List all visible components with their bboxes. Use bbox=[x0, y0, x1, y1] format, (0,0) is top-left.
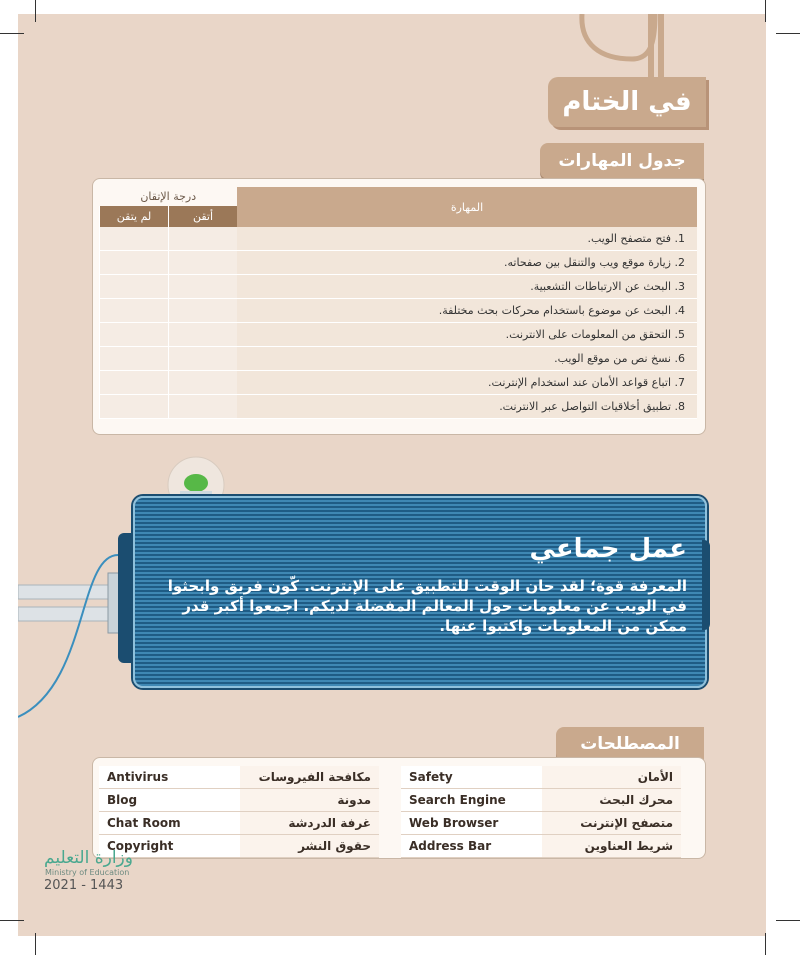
term-row bbox=[401, 812, 681, 835]
skill-text: 1. فتح متصفح الويب. bbox=[237, 227, 697, 251]
term-row bbox=[401, 835, 681, 858]
term-arabic: غرفة الدردشة bbox=[240, 812, 379, 835]
term-arabic: مدونة bbox=[240, 789, 379, 812]
crop-mark bbox=[35, 0, 36, 22]
crop-mark bbox=[0, 33, 24, 34]
term-english: Search Engine bbox=[401, 789, 542, 812]
terms-title: المصطلحات bbox=[556, 727, 704, 761]
term-english: Antivirus bbox=[99, 766, 240, 789]
term-english: Copyright bbox=[99, 835, 240, 858]
crop-mark bbox=[765, 0, 766, 22]
skill-text: 6. نسخ نص من موقع الويب. bbox=[237, 347, 697, 371]
skill-text: 4. البحث عن موضوع باستخدام محركات بحث مختلفة. bbox=[237, 299, 697, 323]
term-row bbox=[99, 812, 379, 835]
term-english: Address Bar bbox=[401, 835, 542, 858]
table-row bbox=[100, 227, 698, 251]
terms-left-column bbox=[99, 766, 379, 858]
term-english: Web Browser bbox=[401, 812, 542, 835]
not-mastered-cell[interactable] bbox=[100, 275, 169, 299]
terms-right-column bbox=[401, 766, 681, 858]
skill-header: المهارة bbox=[237, 187, 697, 227]
table-row bbox=[100, 299, 698, 323]
term-row bbox=[99, 789, 379, 812]
skill-text: 2. زيارة موقع ويب والتنقل بين صفحاته. bbox=[237, 251, 697, 275]
terms-table bbox=[92, 757, 706, 859]
table-row bbox=[100, 323, 698, 347]
not-mastered-cell[interactable] bbox=[100, 371, 169, 395]
skills-table-title: جدول المهارات bbox=[540, 143, 704, 179]
mastered-header: أتقن bbox=[169, 206, 238, 227]
term-row bbox=[99, 766, 379, 789]
mastered-cell[interactable] bbox=[169, 371, 238, 395]
term-arabic: شريط العناوين bbox=[542, 835, 681, 858]
skill-text: 5. التحقق من المعلومات على الانترنت. bbox=[237, 323, 697, 347]
term-english: Safety bbox=[401, 766, 542, 789]
table-row bbox=[100, 371, 698, 395]
term-row bbox=[99, 835, 379, 858]
mastered-cell[interactable] bbox=[169, 395, 238, 419]
table-row bbox=[100, 347, 698, 371]
crop-mark bbox=[35, 933, 36, 955]
term-row bbox=[401, 789, 681, 812]
edition-year: 2021 - 1443 bbox=[44, 878, 124, 893]
mastered-cell[interactable] bbox=[169, 347, 238, 371]
skill-text: 8. تطبيق أخلاقيات التواصل عبر الانترنت. bbox=[237, 395, 697, 419]
skill-text: 3. البحث عن الارتباطات التشعبية. bbox=[237, 275, 697, 299]
not-mastered-cell[interactable] bbox=[100, 299, 169, 323]
mastered-cell[interactable] bbox=[169, 275, 238, 299]
not-mastered-cell[interactable] bbox=[100, 395, 169, 419]
ministry-logo-subtitle: Ministry of Education bbox=[45, 868, 130, 877]
crop-mark bbox=[765, 933, 766, 955]
panel-edge-decoration bbox=[702, 540, 710, 630]
group-work-panel bbox=[133, 496, 705, 686]
term-arabic: الأمان bbox=[542, 766, 681, 789]
term-english: Chat Room bbox=[99, 812, 240, 835]
not-mastered-header: لم يتقن bbox=[100, 206, 169, 227]
crop-mark bbox=[776, 33, 800, 34]
table-row bbox=[100, 275, 698, 299]
not-mastered-cell[interactable] bbox=[100, 347, 169, 371]
table-row bbox=[100, 251, 698, 275]
ministry-logo-text: وزارة التعليم bbox=[44, 848, 133, 868]
term-english: Blog bbox=[99, 789, 240, 812]
term-arabic: مكافحة الفيروسات bbox=[240, 766, 379, 789]
term-arabic: حقوق النشر bbox=[240, 835, 379, 858]
mastered-cell[interactable] bbox=[169, 323, 238, 347]
mastered-cell[interactable] bbox=[169, 299, 238, 323]
skill-text: 7. اتباع قواعد الأمان عند استخدام الإنترنت. bbox=[237, 371, 697, 395]
not-mastered-cell[interactable] bbox=[100, 227, 169, 251]
mastered-cell[interactable] bbox=[169, 227, 238, 251]
not-mastered-cell[interactable] bbox=[100, 323, 169, 347]
not-mastered-cell[interactable] bbox=[100, 251, 169, 275]
term-arabic: محرك البحث bbox=[542, 789, 681, 812]
table-row bbox=[100, 395, 698, 419]
mastered-cell[interactable] bbox=[169, 251, 238, 275]
term-arabic: متصفح الإنترنت bbox=[542, 812, 681, 835]
degree-header: درجة الإتقان bbox=[140, 189, 197, 203]
hanging-cord-decoration bbox=[560, 14, 700, 84]
crop-mark bbox=[0, 920, 24, 921]
crop-mark bbox=[776, 920, 800, 921]
section-title: في الختام bbox=[548, 77, 706, 127]
term-row bbox=[401, 766, 681, 789]
group-work-title: عمل جماعي bbox=[529, 534, 687, 564]
skills-table bbox=[92, 178, 706, 435]
group-work-text: المعرفة قوة؛ لقد حان الوقت للتطبيق على الإنترنت. كّون فريق وابحثوا في الويب عن معلومات حول المعالم المفضلة لديكم. اجمعوا أكبر قدر ممكن من المعلومات واكتبوا عنها. bbox=[167, 577, 687, 635]
